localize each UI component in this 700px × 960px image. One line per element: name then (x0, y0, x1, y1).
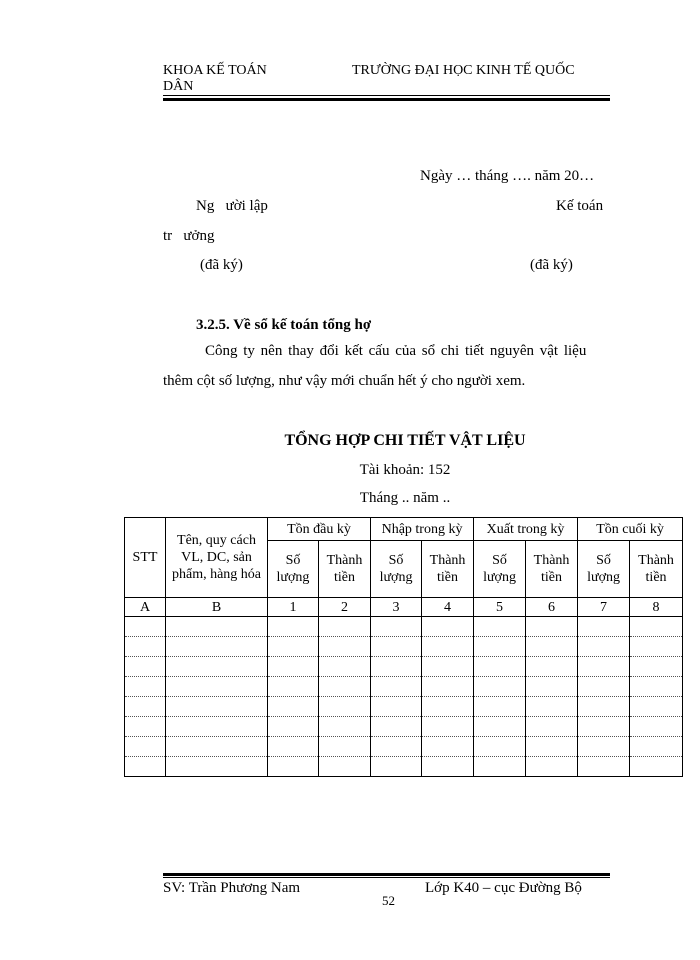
group-opening: Tồn đầu kỳ (268, 518, 371, 541)
header-left-line1: KHOA KẾ TOÁN (163, 63, 267, 78)
table-cell (371, 657, 422, 677)
table-cell (268, 757, 319, 777)
table-cell (422, 657, 474, 677)
table-blank-rows (125, 617, 683, 777)
table-cell (371, 757, 422, 777)
header-left-line2: DÂN (163, 79, 194, 94)
section-paragraph-line2: thêm cột số lượng, như vậy mới chuẩn hết ý cho người xem. (163, 373, 526, 389)
table-cell (166, 617, 268, 637)
signature-chief-accountant: Kế toán (556, 198, 604, 214)
table-row (125, 657, 683, 677)
section-heading: 3.2.5. Về sổ kế toán tổng hợ (196, 317, 372, 333)
table-cell (422, 677, 474, 697)
table-row (125, 677, 683, 697)
header-rule-thin (163, 95, 610, 96)
table-cell (422, 757, 474, 777)
table-cell (268, 717, 319, 737)
table-cell (268, 737, 319, 757)
sub-qty: Số lượng (474, 541, 526, 598)
index-cell: 1 (268, 598, 319, 617)
table-cell (526, 717, 578, 737)
table-cell (526, 677, 578, 697)
group-receipt: Nhập trong kỳ (371, 518, 474, 541)
table-cell (166, 677, 268, 697)
table-index-row (125, 598, 683, 617)
table-cell (319, 617, 371, 637)
summary-table (124, 517, 683, 777)
table-cell (319, 637, 371, 657)
table-cell (526, 757, 578, 777)
table-cell (474, 677, 526, 697)
table-row (125, 637, 683, 657)
table-cell (422, 697, 474, 717)
table-cell (474, 717, 526, 737)
page-number: 52 (382, 893, 395, 908)
sub-qty: Số lượng (371, 541, 422, 598)
table-cell (125, 697, 166, 717)
index-cell: 5 (474, 598, 526, 617)
table-row (125, 697, 683, 717)
signature-preparer: Ng ười lập (196, 198, 268, 214)
table-title: TỔNG HỢP CHI TIẾT VẬT LIỆU (284, 432, 526, 449)
table-cell (578, 697, 630, 717)
sub-amount: Thành tiền (319, 541, 371, 598)
table-cell (166, 737, 268, 757)
table-cell (630, 657, 683, 677)
table-cell (578, 617, 630, 637)
table-cell (268, 697, 319, 717)
table-cell (630, 617, 683, 637)
index-cell: 2 (319, 598, 371, 617)
table-cell (319, 697, 371, 717)
table-cell (422, 717, 474, 737)
signed-left: (đã ký) (200, 257, 243, 273)
table-cell (526, 637, 578, 657)
table-cell (474, 737, 526, 757)
table-cell (526, 617, 578, 637)
footer-rule-thick (163, 873, 610, 876)
table-cell (578, 757, 630, 777)
table-cell (125, 737, 166, 757)
table-cell (578, 677, 630, 697)
table-cell (578, 657, 630, 677)
table-cell (125, 637, 166, 657)
table-cell (125, 757, 166, 777)
table-cell (319, 677, 371, 697)
table-cell (166, 717, 268, 737)
group-issue: Xuất trong kỳ (474, 518, 578, 541)
group-closing: Tồn cuối kỳ (578, 518, 683, 541)
table-cell (371, 677, 422, 697)
footer-rule-thin (163, 877, 610, 878)
table-cell (578, 737, 630, 757)
signature-preparer-line2: tr ưởng (163, 228, 215, 244)
table-cell (474, 637, 526, 657)
table-cell (474, 757, 526, 777)
table-cell (371, 617, 422, 637)
index-cell: 6 (526, 598, 578, 617)
table-cell (371, 637, 422, 657)
sub-amount: Thành tiền (630, 541, 683, 598)
table-row (125, 737, 683, 757)
header-rule-thick (163, 98, 610, 101)
table-account: Tài khoản: 152 (359, 462, 451, 478)
table-cell (268, 657, 319, 677)
table-cell (422, 637, 474, 657)
table-cell (630, 737, 683, 757)
table-cell (630, 697, 683, 717)
table-cell (578, 717, 630, 737)
index-cell: B (166, 598, 268, 617)
footer-class: Lớp K40 – cục Đường Bộ (425, 880, 582, 896)
table-cell (166, 757, 268, 777)
table-cell (526, 657, 578, 677)
table-cell (578, 637, 630, 657)
index-cell: 8 (630, 598, 683, 617)
table-row (125, 757, 683, 777)
table-cell (371, 737, 422, 757)
table-cell (630, 677, 683, 697)
table-cell (319, 757, 371, 777)
table-cell (268, 677, 319, 697)
table-cell (630, 757, 683, 777)
table-row (125, 717, 683, 737)
table-cell (474, 617, 526, 637)
table-cell (630, 717, 683, 737)
signed-right: (đã ký) (530, 257, 573, 273)
table-cell (474, 657, 526, 677)
table-cell (630, 637, 683, 657)
col-item-name: Tên, quy cách VL, DC, sản phẩm, hàng hóa (166, 518, 268, 598)
table-cell (371, 717, 422, 737)
table-cell (526, 697, 578, 717)
table-period: Tháng .. năm .. (359, 490, 451, 506)
table-cell (526, 737, 578, 757)
sub-qty: Số lượng (268, 541, 319, 598)
table-cell (125, 717, 166, 737)
table-cell (268, 617, 319, 637)
table-cell (166, 637, 268, 657)
table-cell (166, 657, 268, 677)
table-cell (319, 737, 371, 757)
table-cell (474, 697, 526, 717)
table-row (125, 617, 683, 637)
sub-qty: Số lượng (578, 541, 630, 598)
footer-student: SV: Trần Phương Nam (163, 880, 301, 896)
section-paragraph-line1: Công ty nên thay đổi kết cấu của sổ chi tiết nguyên vật liệu (205, 343, 587, 359)
table-cell (422, 737, 474, 757)
table-cell (166, 697, 268, 717)
date-line: Ngày … tháng …. năm 20… (420, 168, 595, 184)
index-cell: A (125, 598, 166, 617)
table-cell (125, 617, 166, 637)
index-cell: 4 (422, 598, 474, 617)
col-stt: STT (125, 518, 166, 598)
index-cell: 3 (371, 598, 422, 617)
table-cell (268, 637, 319, 657)
sub-amount: Thành tiền (422, 541, 474, 598)
index-cell: 7 (578, 598, 630, 617)
table-cell (371, 697, 422, 717)
table-cell (125, 677, 166, 697)
table-header-row-1 (125, 518, 683, 541)
table-cell (319, 717, 371, 737)
table-cell (125, 657, 166, 677)
table-cell (422, 617, 474, 637)
header-right: TRƯỜNG ĐẠI HỌC KINH TẾ QUỐC (352, 63, 575, 78)
sub-amount: Thành tiền (526, 541, 578, 598)
table-cell (319, 657, 371, 677)
